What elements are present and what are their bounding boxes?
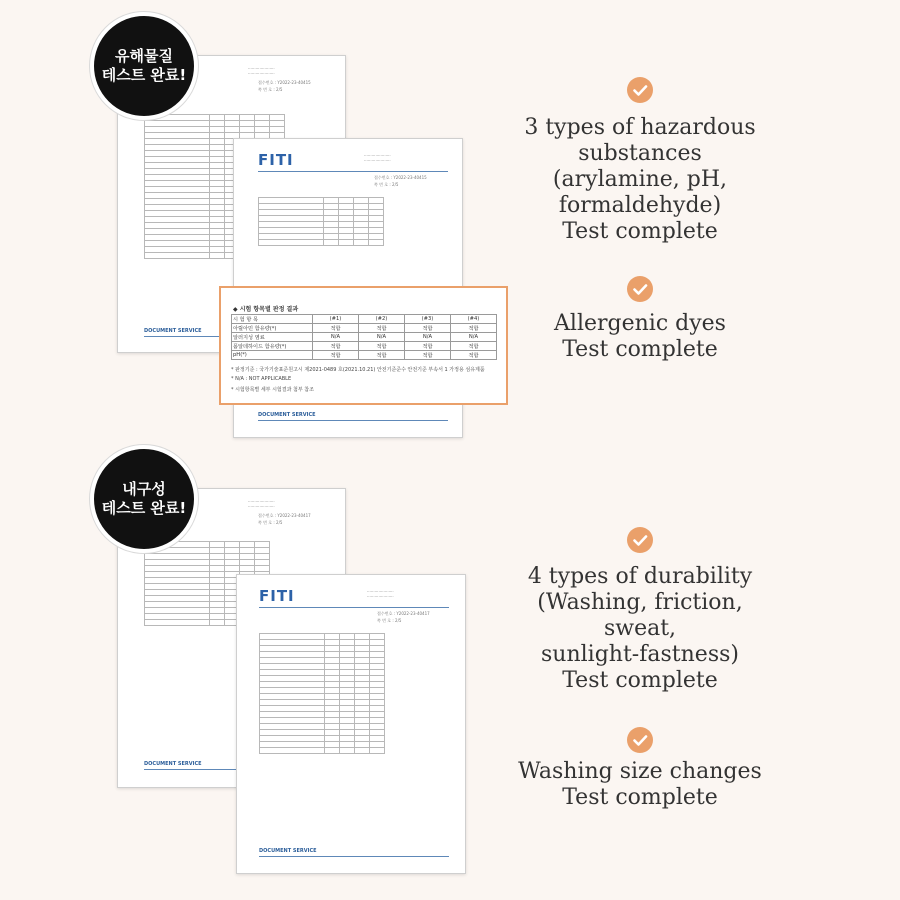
badge-line-1: 내구성 (122, 480, 166, 498)
check-icon (627, 527, 653, 553)
zoomed-result-table (219, 286, 508, 405)
zoom-note-na: * N/A : NOT APPLICABLE (231, 376, 292, 382)
report-page-no: 쪽 번 호 : 2/5 (258, 520, 283, 525)
report-document-front-2 (236, 574, 466, 874)
zoom-row: pH(*) 적합 적합 적합 적합 (232, 351, 497, 360)
report-table (258, 197, 384, 246)
zoom-col-4: (#4) (451, 315, 497, 324)
zoom-table (231, 314, 497, 360)
report-page-no: 쪽 번 호 : 2/5 (374, 182, 399, 187)
zoom-col-1: (#1) (313, 315, 359, 324)
zoom-heading: ◆ 시험 항목별 판정 결과 (233, 306, 299, 313)
report-page-no: 쪽 번 호 : 2/5 (258, 87, 283, 92)
fiti-logo: FITI (259, 587, 295, 605)
feature-durability: 4 types of durability (Washing, friction, sweat, sunlight-fastness) Test complete (527, 564, 753, 693)
report-header-text: ····················· ····················· (367, 589, 394, 599)
feature-allergenic-dyes: Allergenic dyes Test complete (554, 311, 726, 362)
report-header-text: ····················· ····················· (364, 153, 391, 163)
feature-hazardous-substances: 3 types of hazardous substances (arylamine, pH, formaldehyde) Test complete (524, 115, 756, 244)
zoom-col-item: 시 험 항 목 (232, 315, 313, 324)
feature-washing-size: Washing size changes Test complete (518, 759, 762, 810)
report-header-text: ····················· ····················· (248, 499, 275, 509)
report-table (259, 633, 385, 754)
zoom-note-details: * 시험항목별 세부 시험결과 첨부 참조 (231, 387, 314, 393)
badge-line-2: 테스트 완료! (101, 499, 187, 517)
badge-line-1: 유해물질 (115, 47, 173, 65)
hazardous-test-badge (90, 12, 198, 120)
zoom-row: 폼알데하이드 함유량(*) 적합 적합 적합 적합 (232, 342, 497, 351)
report-receipt-no: 접수번호 : Y2022-23-40415 (258, 80, 311, 85)
fiti-logo: FITI (258, 151, 294, 169)
report-service-footer: DOCUMENT SERVICE (259, 848, 317, 854)
badge-line-2: 테스트 완료! (101, 66, 187, 84)
report-header-text: ····················· ····················· (248, 66, 275, 76)
zoom-note-criteria: * 판정기준 : 국가기술표준원고시 제2021-0489 호(2021.10.21) 안전기준준수 안전기준 부속서 1 가정용 섬유제품 (231, 367, 485, 373)
report-page-no: 쪽 번 호 : 2/5 (377, 618, 402, 623)
report-service-footer: DOCUMENT SERVICE (144, 761, 202, 767)
report-receipt-no: 접수번호 : Y2022-23-40417 (377, 611, 430, 616)
check-icon (627, 727, 653, 753)
check-icon (627, 276, 653, 302)
durability-test-badge (90, 445, 198, 553)
report-service-footer: DOCUMENT SERVICE (144, 328, 202, 334)
check-icon (627, 77, 653, 103)
report-receipt-no: 접수번호 : Y2022-23-40415 (374, 175, 427, 180)
zoom-col-3: (#3) (405, 315, 451, 324)
report-receipt-no: 접수번호 : Y2022-23-40417 (258, 513, 311, 518)
zoom-row: 아릴아민 함유량(*) 적합 적합 적합 적합 (232, 324, 497, 333)
zoom-col-2: (#2) (359, 315, 405, 324)
report-service-footer: DOCUMENT SERVICE (258, 412, 316, 418)
zoom-row: 알러지성 염료 N/A N/A N/A N/A (232, 333, 497, 342)
